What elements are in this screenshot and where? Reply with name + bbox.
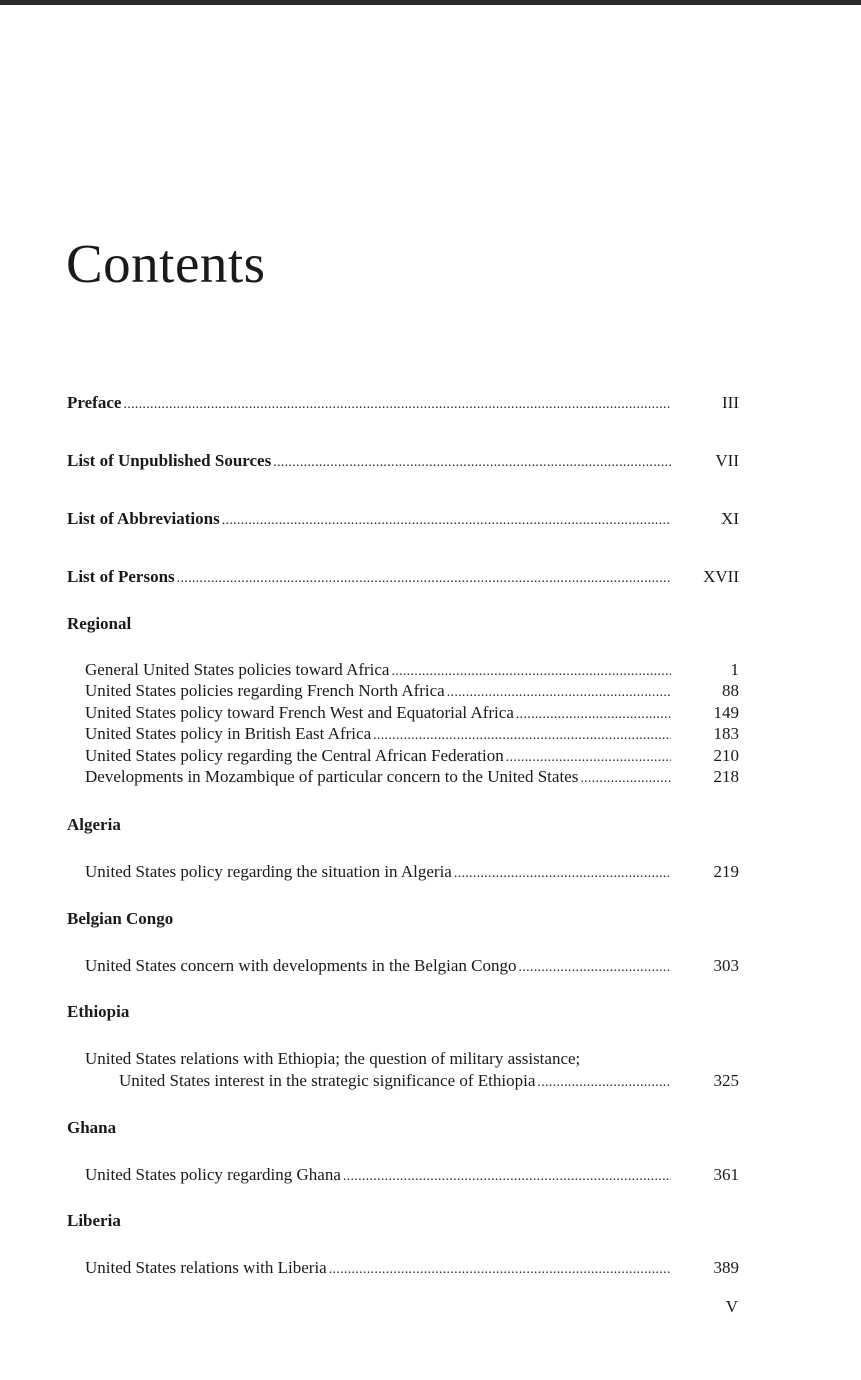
dot-leader <box>177 568 671 590</box>
toc-page-number: 183 <box>713 724 739 743</box>
toc-entry[interactable] <box>0 1164 861 1186</box>
section-heading-regional: Regional <box>67 614 132 633</box>
toc-entry-label: United States policy toward French West and Equatorial Africa <box>85 703 514 722</box>
toc-entry[interactable] <box>0 745 861 767</box>
toc-entry[interactable] <box>0 723 861 745</box>
dot-leader <box>222 510 671 532</box>
dot-leader <box>343 1166 671 1188</box>
toc-entry-label: United States policies regarding French North Africa <box>85 681 445 700</box>
toc-page-number: 210 <box>713 746 739 765</box>
toc-page-number: 389 <box>713 1258 739 1277</box>
toc-entry[interactable] <box>0 659 861 681</box>
toc-page-number: 325 <box>713 1071 739 1090</box>
dot-leader <box>447 682 671 704</box>
toc-entry-abbreviations[interactable] <box>0 508 861 530</box>
toc-entry[interactable] <box>0 1257 861 1279</box>
dot-leader <box>580 768 671 790</box>
toc-page-number: VII <box>715 451 739 470</box>
toc-entry[interactable] <box>0 766 861 788</box>
toc-page-number: XVII <box>703 567 739 586</box>
dot-leader <box>329 1259 671 1281</box>
toc-page-number: 303 <box>713 956 739 975</box>
section-heading-ethiopia: Ethiopia <box>67 1002 130 1021</box>
toc-entry-unpublished-sources[interactable] <box>0 450 861 472</box>
toc-entry-label: United States concern with developments in the Belgian Congo <box>85 956 517 975</box>
toc-entry-label-line2: United States interest in the strategic significance of Ethiopia <box>119 1071 536 1090</box>
page-folio: V <box>725 1297 738 1316</box>
toc-entry[interactable] <box>0 702 861 724</box>
toc-entry-label: Developments in Mozambique of particular concern to the United States <box>85 767 579 786</box>
toc-entry-label: United States policy regarding Ghana <box>85 1165 341 1184</box>
toc-page-number: 361 <box>713 1165 739 1184</box>
dot-leader <box>273 452 671 474</box>
dot-leader <box>123 394 671 416</box>
toc-entry-label: United States policy regarding the Central African Federation <box>85 746 504 765</box>
toc-entry-label: List of Unpublished Sources <box>67 451 272 470</box>
toc-entry[interactable] <box>0 955 861 977</box>
toc-page-number: 219 <box>713 862 739 881</box>
toc-page-number: XI <box>721 509 739 528</box>
toc-page-number: III <box>722 393 739 412</box>
dot-leader <box>454 863 671 885</box>
toc-entry-label-line1[interactable]: United States relations with Ethiopia; the question of military assistance; <box>85 1049 581 1068</box>
toc-entry-label: United States policy regarding the situation in Algeria <box>85 862 452 881</box>
dot-leader <box>519 957 671 979</box>
toc-page-number: 1 <box>730 660 739 679</box>
toc-entry-label: List of Abbreviations <box>67 509 220 528</box>
section-heading-ghana: Ghana <box>67 1118 117 1137</box>
toc-entry-label: Preface <box>67 393 122 412</box>
top-border-rule <box>0 0 861 5</box>
section-heading-belgian-congo: Belgian Congo <box>67 909 174 928</box>
toc-entry[interactable] <box>0 680 861 702</box>
toc-page-number: 218 <box>713 767 739 786</box>
toc-entry-persons[interactable] <box>0 566 861 588</box>
page-title: Contents <box>66 233 266 294</box>
toc-page-number: 88 <box>722 681 739 700</box>
toc-page-number: 149 <box>713 703 739 722</box>
toc-entry-label: United States policy in British East Africa <box>85 724 372 743</box>
toc-entry-label: List of Persons <box>67 567 175 586</box>
section-heading-algeria: Algeria <box>67 815 121 834</box>
dot-leader <box>537 1072 671 1094</box>
toc-entry-label: General United States policies toward Africa <box>85 660 390 679</box>
toc-entry[interactable] <box>0 1070 861 1092</box>
section-heading-liberia: Liberia <box>67 1211 121 1230</box>
toc-entry[interactable] <box>0 861 861 883</box>
toc-entry-preface[interactable] <box>0 392 861 414</box>
dot-leader <box>373 725 671 747</box>
toc-entry-label: United States relations with Liberia <box>85 1258 327 1277</box>
